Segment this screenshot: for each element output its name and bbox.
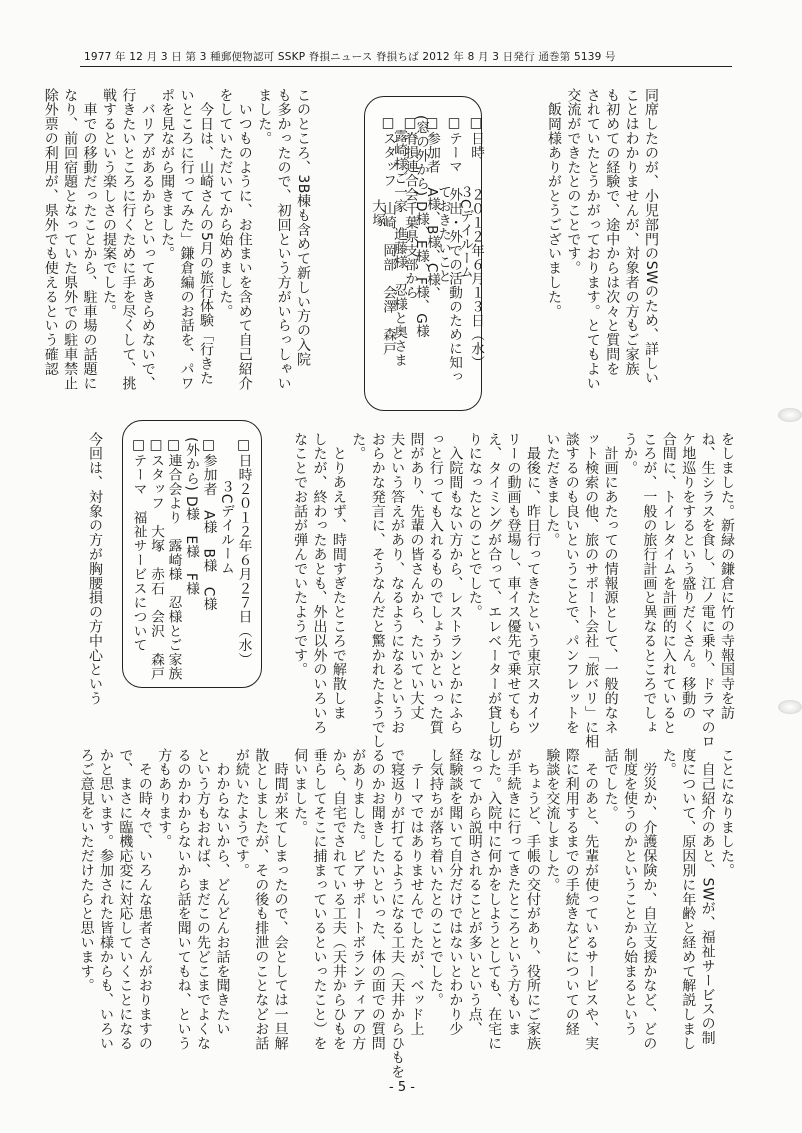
binder-hole-bottom [778, 700, 802, 714]
page-number: - 5 - [389, 1080, 415, 1095]
meeting-info-box-2 [122, 420, 262, 688]
binder-hole-top [778, 408, 802, 422]
page-header: 1977 年 12 月 3 日 第 3 種郵便物認可 SSKP 脊損ニュース 脊損ちば 2012 年 8 月 3 日発行 通巻第 5139 号 [84, 51, 616, 63]
meeting-info-box-1 [364, 96, 482, 411]
meeting-info-2-text: □日時２０１２年６月２７日（水） ３Cデイルーム □参加者 A様 B様 C様 (外から) D様 E様 F様 □連合会より 露崎様 忍様とご家族 □スタッフ 大塚 赤石 会沢 森戸 □テーマ 福祉サービスについて [130, 437, 252, 681]
top-column-left: このところ、3B棟も含めて新しい方の入院 も多かったので、初回という方がいらっしゃい ました。 いつものように、お住まいを含めて自己紹介 をしていただいてから始めました。 今日は、山崎さんの5月の旅行体験「行きた いところに行ってみた」鎌倉編のお話を、パワ ポを見ながら聞きました。 バリアがあるからといってあきらめないで、 行きたいところに行くために手を尽くして、挑 戦するという楽しさの提案でした。 車での移動だったことから、駐車場の話題に なり、前回宿題となっていた県外での駐車禁止 除外票の利用が、県外でも使えるという確認 [42, 88, 311, 391]
meeting-info-1-text: □日時 ２０１２年６月１３日（水） ３Cデイルーム □テーマ 外出・外での活動のために知っ ておきたいこと □参加者 A様、B様、C様、 (窓の外から) D様、E様、F様、G様 □脊損連合会千葉県支部から 露崎様ご一家 進藤様 忍様と奥さま □スタッフ 山崎 岡部 会澤 森戸 大塚 [369, 115, 484, 384]
middle-column-right: をしました。新緑の鎌倉に竹の寺報国寺を訪 ね、生シラスを食し、江ノ電に乗り、ドラマのロ ケ地巡りをするという盛りだくさん。移動の 合間に、トイレタイムを計画的に入れていると ころが、一般の旅行計画と異なるところでしょ うか。 計画にあたっての情報源として、一般的なネ ット検索の他、旅のサポート会社「旅バリ」に相 談するのも良いということで、パンフレットを いただきました。 最後に、昨日行ってきたという東京スカイツ リーの動画も登場し、車イス優先で乗せてもら え、タイミングが合って、エレベーターが貸し切 りになったとのことでした。 入院間もない方から、レストランとかにふら っと行っても入れるものでしょうかといった質 問があり、先輩の皆さんから、たいてい大丈 夫という答えがあり、なるようになるというお おらかな発言に、そうなんだと驚かれたようでし た。 とりあえず、時間すぎたところで解散しま したが、終わったあとも、外出以外のいろいろ なことでお話が弾んでいたようです。 [292, 432, 735, 749]
top-column-right: 同席したのが、小児部門のSWのため、詳しい ことはわかりませんが、対象者の方もご家族 も初めての経験で、途中からは次々と質問を されていたとうかがっております。とてもよい 交流ができたとのことです。 飯岡様ありがとうございました。 [545, 88, 659, 391]
bottom-column: ことになりました。 自己紹介のあと、SWが、福祉サービスの制 度について、原因別に年齢と経めて解説しまし た。 労災か、介護保険か、自立支援かなど、どの 制度を使うのかということから始まるという 話でした。 そのあと、先輩が使っているサービスや、実 際に利用するまでの手続きなどについての経 験談を交流しました。 ちょうど、手帳の交付があり、役所にご家族 が手続きに行ってきたところという方もいま した。入院中に何かをしようとしても、在宅に なってから説明されることが多いという点、 経験談を聞いて自分だけではないとわかり少 し気持ちが落ち着いたとのことでした。 テーマではありませんでしたが、ベッド上 で寝返りが打てるようになる工夫（天井からひもを るのかお聞きしたいといった、体の面での質問 がありました。ピアサポートボランティアの方 から、自宅でされている工夫（天井からひもを 垂らしてそこに捕まっているといったこと）を 伺いました。 時間が来てしまったので、会としては一旦解 散としましたが、その後も排泄のことなどお話 が続いたようです。 わからないから、どんどんお話を聞きたい という方もおれば、まだこの先どこまでよくな るのかわからないから話を聞いてもね、という 方もあります。 その時々で、いろんな患者さんがおりますの で、まさに臨機応変に対応していくことになる かと思います。参加された皆様からも、いろい ろご意見をいただけたらと思います。 [78, 748, 735, 1080]
middle-column-left: 今回は、対象の方が胸腰損の方中心という [87, 432, 103, 706]
header-rule [80, 66, 732, 67]
